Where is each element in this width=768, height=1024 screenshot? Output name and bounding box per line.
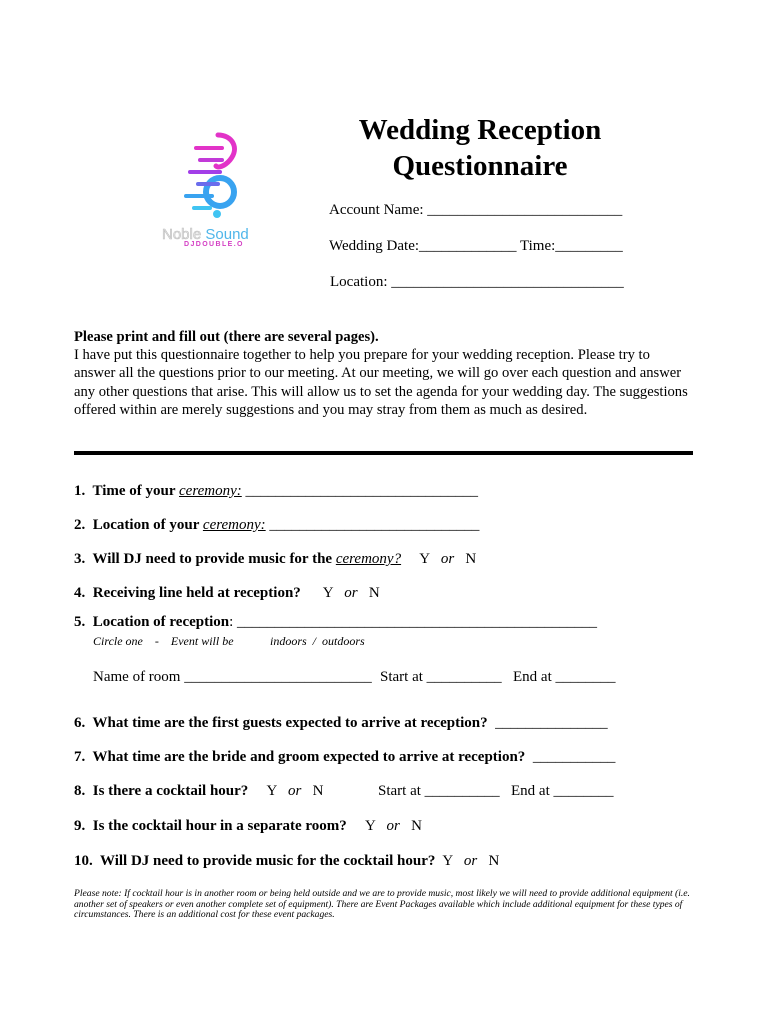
q9-or: or xyxy=(386,818,400,834)
q7-number: 7. xyxy=(74,749,86,765)
page-title xyxy=(330,112,630,184)
q4-yes[interactable]: Y xyxy=(322,585,334,601)
question-7[interactable] xyxy=(74,749,615,766)
intro-heading: Please print and fill out (there are several pages). xyxy=(74,329,379,345)
q4-number: 4. xyxy=(74,585,86,601)
q3-text: Will DJ need to provide music for the xyxy=(92,551,336,567)
title-line-1: Wedding Reception xyxy=(358,114,602,146)
q10-or: or xyxy=(463,853,478,869)
q8-start-field[interactable]: Start at __________ xyxy=(378,783,500,799)
question-5[interactable] xyxy=(74,614,597,631)
q6-text: What time are the first guests expected to arrive at reception? xyxy=(92,715,488,731)
q1-blank[interactable]: _______________________________ xyxy=(241,483,479,499)
q10-text: Will DJ need to provide music for the cocktail hour? xyxy=(99,853,436,869)
q5-blank[interactable]: ________________________________________________ xyxy=(233,614,598,630)
q10-no[interactable]: N xyxy=(488,853,500,869)
account-name-field[interactable]: Account Name: __________________________ xyxy=(329,202,623,218)
q5-text: Location of reception xyxy=(92,614,230,630)
q9-yes[interactable]: Y xyxy=(364,818,376,834)
q3-no[interactable]: N xyxy=(465,551,477,567)
question-3[interactable] xyxy=(74,551,476,568)
logo-subtitle: DJDOUBLE.O xyxy=(184,241,244,248)
q8-end-field[interactable]: End at ________ xyxy=(511,783,614,799)
q1-text: Time of your xyxy=(92,483,180,499)
q9-text: Is the cocktail hour in a separate room? xyxy=(92,818,347,834)
q10-yes[interactable]: Y xyxy=(442,853,453,869)
question-2[interactable] xyxy=(74,517,479,534)
section-divider xyxy=(74,451,693,455)
q5-colon: : xyxy=(229,614,234,630)
question-6[interactable] xyxy=(74,715,608,732)
logo-word-b: Sound xyxy=(205,226,249,243)
q2-emphasis: ceremony: xyxy=(202,517,266,533)
q10-number: 10. xyxy=(74,853,93,869)
question-9[interactable] xyxy=(74,818,422,835)
q4-or: or xyxy=(344,585,358,601)
intro-body: I have put this questionnaire together to help you prepare for your wedding reception. Please try to answer all the questions prior to our meeting. At our meeting, we will go over each question and answer any other questions that arise. This will allow us to set the agenda for your wedding day. The suggestions offered within are merely suggestions and you may stray from them as much as desired. xyxy=(74,347,688,418)
music-note-logo-icon xyxy=(160,130,268,225)
q5-start-field[interactable]: Start at __________ xyxy=(380,669,502,685)
question-4[interactable] xyxy=(74,585,380,602)
q2-blank[interactable]: ____________________________ xyxy=(265,517,480,533)
q1-number: 1. xyxy=(74,483,86,499)
q7-text: What time are the bride and groom expected to arrive at reception? xyxy=(92,749,526,765)
q3-emphasis: ceremony? xyxy=(335,551,402,567)
q7-blank[interactable]: ___________ xyxy=(532,749,616,765)
q4-no[interactable]: N xyxy=(368,585,380,601)
q8-yes[interactable]: Y xyxy=(266,783,277,799)
q3-number: 3. xyxy=(74,551,86,567)
intro-section xyxy=(74,328,694,419)
q5-end-field[interactable]: End at ________ xyxy=(513,669,616,685)
q8-no[interactable]: N xyxy=(312,783,324,799)
question-8[interactable] xyxy=(74,783,323,800)
q8-text: Is there a cocktail hour? xyxy=(92,783,249,799)
q5-indoor-outdoor-options[interactable]: indoors / outdoors xyxy=(270,634,365,648)
title-line-2: Questionnaire xyxy=(392,150,568,182)
q2-text: Location of your xyxy=(92,517,203,533)
q2-number: 2. xyxy=(74,517,86,533)
location-field[interactable]: Location: _______________________________ xyxy=(330,274,624,290)
q1-emphasis: ceremony: xyxy=(179,483,242,499)
q6-number: 6. xyxy=(74,715,86,731)
footnote: Please note: If cocktail hour is in another room or being held outside and we are to provide music, most likely we will need to provide additional equipment (i.e. another set of speakers or even another complete set of equipment). There are Event Packages available which include additional equipment for these types of circumstances. There is an additional cost for these event packages. xyxy=(74,888,690,921)
wedding-date-time-field[interactable]: Wedding Date:_____________ Time:_________ xyxy=(329,238,623,254)
q9-no[interactable]: N xyxy=(411,818,422,834)
q5-circle-instruction: Circle one - Event will be xyxy=(93,634,234,648)
q8-number: 8. xyxy=(74,783,86,799)
q5-room-name-field[interactable]: Name of room _________________________ xyxy=(93,669,372,685)
q3-or: or xyxy=(440,551,455,567)
logo xyxy=(160,130,268,252)
q8-or: or xyxy=(288,783,302,799)
q4-text: Receiving line held at reception? xyxy=(92,585,301,601)
q3-yes[interactable]: Y xyxy=(419,551,430,567)
q6-blank[interactable]: _______________ xyxy=(495,715,608,731)
question-10[interactable] xyxy=(74,853,499,870)
q5-number: 5. xyxy=(74,614,86,630)
logo-word-a: Noble xyxy=(162,226,202,243)
q9-number: 9. xyxy=(74,818,86,834)
question-1[interactable] xyxy=(74,483,478,500)
